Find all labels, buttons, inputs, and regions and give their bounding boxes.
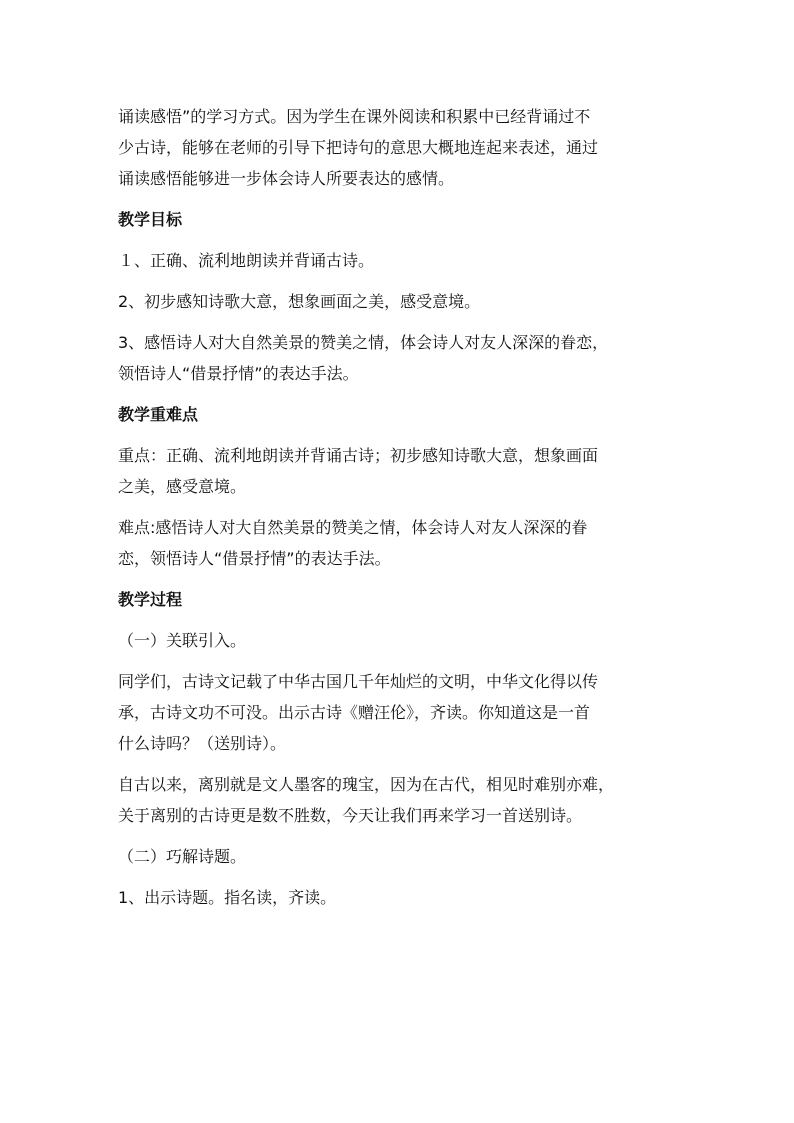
difficult-point-line: 难点:感悟诗人对大自然美景的赞美之情，体会诗人对友人深深的眷 bbox=[118, 518, 588, 537]
keypoints-heading: 教学重难点 bbox=[118, 405, 199, 424]
step1-paragraph-2 bbox=[118, 769, 688, 831]
intro-line: 诵读感悟能够进一步体会诗人所要表达的感情。 bbox=[118, 169, 455, 188]
goal-item bbox=[118, 327, 688, 389]
step1-line: 自古以来，离别就是文人墨客的瑰宝，因为在古代，相见时难别亦难， bbox=[118, 775, 615, 794]
process-heading: 教学过程 bbox=[118, 590, 183, 609]
step1-paragraph bbox=[118, 666, 688, 759]
step1-line: 什么诗吗？（送别诗）。 bbox=[118, 734, 287, 753]
step1-title: （一）关联引入。 bbox=[118, 631, 247, 650]
key-point-line: 重点：正确、流利地朗读并背诵古诗；初步感知诗歌大意，想象画面 bbox=[118, 446, 599, 465]
goal-item: １、正确、流利地朗读并背诵古诗。 bbox=[118, 251, 375, 270]
difficult-point-line: 恋，领悟诗人“借景抒情”的表达手法。 bbox=[118, 549, 391, 568]
goal-line: 3、感悟诗人对大自然美景的赞美之情，体会诗人对友人深深的眷恋， bbox=[118, 333, 609, 352]
goal-item: 2、初步感知诗歌大意，想象画面之美，感受意境。 bbox=[118, 292, 481, 311]
key-point-line: 之美，感受意境。 bbox=[118, 477, 247, 496]
step2-item: 1、出示诗题。指名读，齐读。 bbox=[118, 888, 337, 907]
goals-list bbox=[118, 245, 688, 389]
key-point bbox=[118, 440, 688, 502]
step1-line: 承，古诗文功不可没。出示古诗《赠汪伦》，齐读。你知道这是一首 bbox=[118, 703, 591, 722]
goal-line: 领悟诗人“借景抒情”的表达手法。 bbox=[118, 364, 359, 383]
difficult-point bbox=[118, 512, 688, 574]
step1-line: 关于离别的古诗更是数不胜数，今天让我们再来学习一首送别诗。 bbox=[118, 806, 583, 825]
step1-line: 同学们，古诗文记载了中华古国几千年灿烂的文明，中华文化得以传 bbox=[118, 672, 599, 691]
document-body bbox=[118, 101, 688, 913]
goals-heading: 教学目标 bbox=[118, 210, 183, 229]
intro-line: 诵读感悟”的学习方式。因为学生在课外阅读和积累中已经背诵过不 bbox=[118, 107, 591, 126]
step2-title: （二）巧解诗题。 bbox=[118, 847, 247, 866]
intro-line: 少古诗，能够在老师的引导下把诗句的意思大概地连起来表述，通过 bbox=[118, 138, 599, 157]
intro-paragraph bbox=[118, 101, 688, 194]
